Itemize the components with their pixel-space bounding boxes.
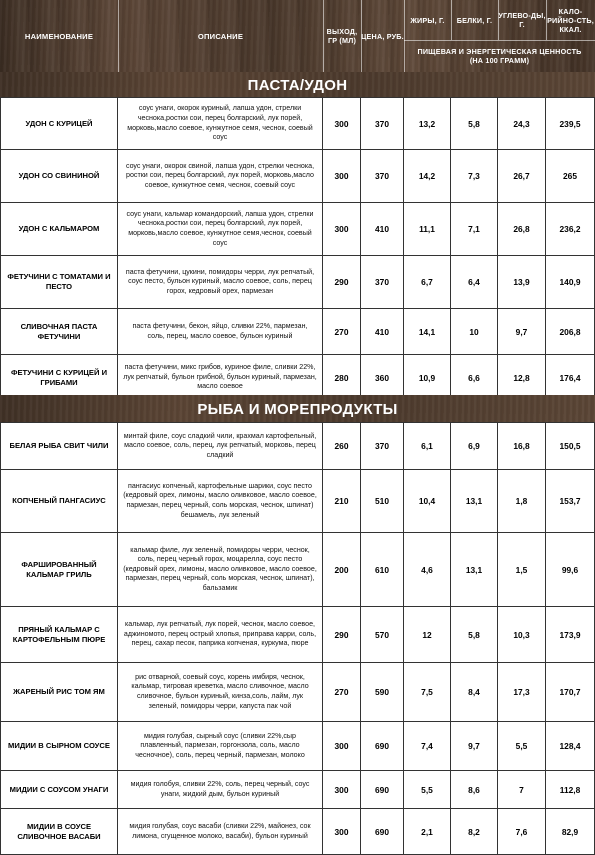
header-description: ОПИСАНИЕ [197,31,244,41]
kcal-value: 112,8 [546,771,595,808]
kcal-value: 265 [546,150,595,202]
table-row [0,309,595,355]
output-value: 290 [323,607,361,662]
output-value: 270 [323,663,361,721]
fat-value: 13,2 [404,98,451,149]
fat-value: 10,9 [404,355,451,400]
fat-value: 12 [404,607,451,662]
price-value: 690 [361,809,404,854]
dish-name: МИДИИ В СОУСЕ СЛИВОЧНОЕ ВАСАБИ [0,809,118,854]
kcal-value: 239,5 [546,98,595,149]
dish-name: СЛИВОЧНАЯ ПАСТА ФЕТУЧИНИ [0,309,118,354]
fat-value: 4,6 [404,533,451,606]
dish-name: УДОН СО СВИНИНОЙ [0,150,118,202]
kcal-value: 99,6 [546,533,595,606]
table-row [0,203,595,256]
table-row [0,771,595,809]
price-value: 610 [361,533,404,606]
kcal-value: 128,4 [546,722,595,770]
price-value: 570 [361,607,404,662]
carbs-value: 5,5 [498,722,546,770]
output-value: 200 [323,533,361,606]
dish-description: пангасиус копченый, картофельные шарики, соус песто (кедровый орех, лимоны, масло оливковое, масло соевое, пармезан, перец черный, соль морская, чеснок, шпинат) бешамель, лук зеленый [118,470,323,532]
dish-description: соус унаги, окорок свиной, лапша удон, стрелки чеснока, ростки сои, перец болгарский, лук порей, морковь,масло соевое, кунжутное семя, чеснок, соевый соус [118,150,323,202]
fat-value: 7,4 [404,722,451,770]
kcal-value: 140,9 [546,256,595,308]
dish-name: МИДИИ С СОУСОМ УНАГИ [0,771,118,808]
price-value: 590 [361,663,404,721]
dish-description: мидия голубая, соус васаби (сливки 22%, майонез, сок лимона, сгущенное молоко, васаби), бульон куриный [118,809,323,854]
fat-value: 10,4 [404,470,451,532]
table-row [0,722,595,771]
fat-value: 7,5 [404,663,451,721]
dish-description: паста фетучини, бекон, яйцо, сливки 22%, пармезан, соль, перец, масло соевое, бульон куриный [118,309,323,354]
table-row [0,423,595,470]
protein-value: 13,1 [451,470,498,532]
kcal-value: 153,7 [546,470,595,532]
price-value: 510 [361,470,404,532]
price-value: 360 [361,355,404,400]
kcal-value: 236,2 [546,203,595,255]
protein-value: 6,9 [451,423,498,469]
carbs-value: 26,7 [498,150,546,202]
price-value: 690 [361,722,404,770]
header-price: ЦЕНА, РУБ. [361,31,404,41]
dish-description: рис отварной, соевый соус, корень имбиря, чеснок, кальмар, тигровая креветка, масло сливочное, масло сливочное, бульон куриный, кинза,соль, лайм, лук зеленый, помидоры черри, капуста пак чой [118,663,323,721]
kcal-value: 170,7 [546,663,595,721]
dish-description: минтай филе, соус сладкий чили, крахмал картофельный, масло соевое, соль, перец, лук репчатый, морковь, перец сладкий [118,423,323,469]
fat-value: 14,1 [404,309,451,354]
carbs-value: 10,3 [498,607,546,662]
carbs-value: 7 [498,771,546,808]
dish-name: МИДИИ В СЫРНОМ СОУСЕ [0,722,118,770]
price-value: 410 [361,203,404,255]
fat-value: 6,7 [404,256,451,308]
price-value: 370 [361,423,404,469]
protein-value: 8,6 [451,771,498,808]
header-kcal: КАЛО-РИЙНО-СТЬ, ККАЛ. [547,6,594,34]
carbs-value: 1,5 [498,533,546,606]
output-value: 300 [323,771,361,808]
protein-value: 9,7 [451,722,498,770]
fat-value: 2,1 [404,809,451,854]
dish-description: паста фетучини, микс грибов, куриное филе, сливки 22%, лук репчатый, бульон грибной, бульон куриный, пармезан, масло соевое [118,355,323,400]
carbs-value: 16,8 [498,423,546,469]
price-value: 370 [361,98,404,149]
output-value: 300 [323,203,361,255]
output-value: 300 [323,722,361,770]
output-value: 300 [323,809,361,854]
protein-value: 8,2 [451,809,498,854]
carbs-value: 26,8 [498,203,546,255]
dish-description: мидия голубая, сырный соус (сливки 22%,сыр плавленный, пармезан, горгонзола, соль, масло чесночное), соль, перец черный, пармезан, молоко [118,722,323,770]
fat-value: 11,1 [404,203,451,255]
table-row [0,98,595,150]
fat-value: 6,1 [404,423,451,469]
protein-value: 6,6 [451,355,498,400]
dish-name: ЖАРЕНЫЙ РИС ТОМ ЯМ [0,663,118,721]
kcal-value: 206,8 [546,309,595,354]
table-header [0,0,595,72]
price-value: 690 [361,771,404,808]
dish-name: ФАРШИРОВАННЫЙ КАЛЬМАР ГРИЛЬ [0,533,118,606]
price-value: 370 [361,150,404,202]
dish-description: мидия голобуя, сливки 22%, соль, перец черный, соус унаги, жидкий дым, бульон куриный [118,771,323,808]
protein-value: 13,1 [451,533,498,606]
dish-name: КОПЧЕНЫЙ ПАНГАСИУС [0,470,118,532]
carbs-value: 12,8 [498,355,546,400]
section-title: ПАСТА/УДОН [0,72,595,98]
table-row [0,256,595,309]
protein-value: 8,4 [451,663,498,721]
kcal-value: 150,5 [546,423,595,469]
kcal-value: 176,4 [546,355,595,400]
dish-description: соус унаги, кальмар командорский, лапша удон, стрелки чеснока,ростки сои, перец болгарский, лук порей, морковь,масло соевое, кунжутное семя,чеснок, соевый соус [118,203,323,255]
carbs-value: 1,8 [498,470,546,532]
dish-name: УДОН С КУРИЦЕЙ [0,98,118,149]
dish-name: БЕЛАЯ РЫБА СВИТ ЧИЛИ [0,423,118,469]
output-value: 210 [323,470,361,532]
output-value: 270 [323,309,361,354]
carbs-value: 9,7 [498,309,546,354]
dish-description: кальмар, лук репчатый, лук порей, чеснок, масло соевое, аджиномото, перец острый хлопья, приправа карри, соль, перец, сахар песок, паприка копченая, куркума, пюре [118,607,323,662]
protein-value: 5,8 [451,607,498,662]
price-value: 370 [361,256,404,308]
price-value: 410 [361,309,404,354]
output-value: 300 [323,98,361,149]
protein-value: 6,4 [451,256,498,308]
header-carbs: УГЛЕВО-ДЫ, Г. [498,11,546,29]
section-title: РЫБА И МОРЕПРОДУКТЫ [0,395,595,423]
table-row [0,533,595,607]
dish-name: УДОН С КАЛЬМАРОМ [0,203,118,255]
fat-value: 14,2 [404,150,451,202]
protein-value: 5,8 [451,98,498,149]
output-value: 260 [323,423,361,469]
carbs-value: 13,9 [498,256,546,308]
dish-name: ПРЯНЫЙ КАЛЬМАР С КАРТОФЕЛЬНЫМ ПЮРЕ [0,607,118,662]
dish-description: соус унаги, окорок куриный, лапша удон, стрелки чеснока,ростки сои, перец болгарский, лук порей, морковь,масло соевое, кунжутное семя, чеснок, соевый соус [118,98,323,149]
carbs-value: 17,3 [498,663,546,721]
header-output: ВЫХОД, ГР (МЛ) [326,27,358,45]
protein-value: 10 [451,309,498,354]
header-name: НАИМЕНОВАНИЕ [24,31,94,41]
output-value: 280 [323,355,361,400]
header-fat: ЖИРЫ, Г. [410,15,445,25]
header-protein: БЕЛКИ, Г. [456,15,493,25]
protein-value: 7,1 [451,203,498,255]
table-row [0,470,595,533]
table-row [0,607,595,663]
protein-value: 7,3 [451,150,498,202]
dish-name: ФЕТУЧИНИ С КУРИЦЕЙ И ГРИБАМИ [0,355,118,400]
table-row [0,663,595,722]
carbs-value: 24,3 [498,98,546,149]
table-row [0,150,595,203]
dish-description: кальмар филе, лук зеленый, помидоры черри, чеснок, соль, перец черный горох, моцарелла, соус песто (кедровый орех, лимоны, масло оливковое, масло соевое, пармезан, перец черный, соль морская, чеснок, шпинат), бальзамик [118,533,323,606]
dish-description: паста фетучини, цукини, помидоры черри, лук репчатый, соус песто, бульон куриный, масло соевое, соль, перец горох, кедровый орех, пармезан [118,256,323,308]
kcal-value: 173,9 [546,607,595,662]
kcal-value: 82,9 [546,809,595,854]
output-value: 290 [323,256,361,308]
fat-value: 5,5 [404,771,451,808]
header-nutrition: ПИЩЕВАЯ И ЭНЕРГЕТИЧЕСКАЯ ЦЕННОСТЬ (НА 100 ГРАММ) [417,47,582,65]
dish-name: ФЕТУЧИНИ С ТОМАТАМИ И ПЕСТО [0,256,118,308]
table-row [0,809,595,855]
carbs-value: 7,6 [498,809,546,854]
output-value: 300 [323,150,361,202]
